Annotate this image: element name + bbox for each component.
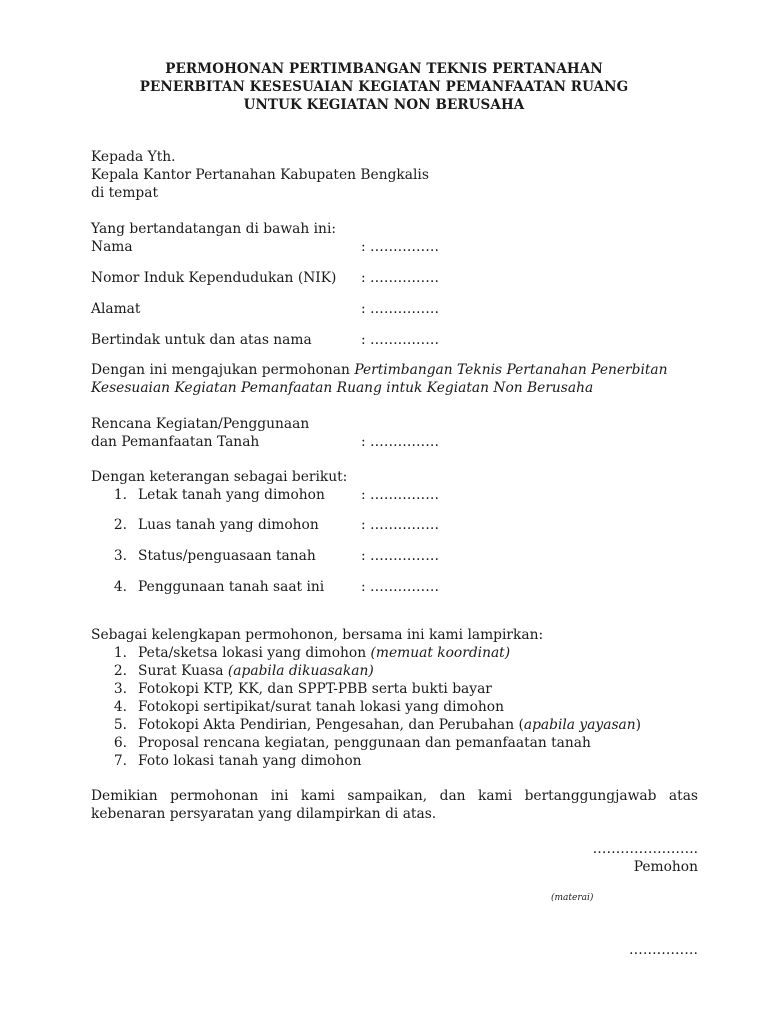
signature-place-date: ………………….. (592, 841, 698, 857)
request-line-2: Kesesuaian Kegiatan Pemanfaatan Ruang intuk Kegiatan Non Berusaha (91, 380, 594, 396)
attachment-number: 7. (113, 753, 127, 769)
field-label-nik: Nomor Induk Kependudukan (NIK) (91, 270, 337, 286)
closing-line-2: kebenaran persyaratan yang dilampirkan di atas. (91, 806, 437, 822)
closing-line-1: Demikian permohonan ini kami sampaikan, dan kami bertanggungjawab atas (91, 788, 698, 804)
field-label-nama: Nama (91, 239, 133, 255)
details-label-luas: Luas tanah yang dimohon (138, 517, 319, 533)
signer-intro: Yang bertandatangan di bawah ini: (91, 221, 337, 237)
details-label-status: Status/penguasaan tanah (138, 548, 316, 564)
details-value-letak: : …………… (361, 487, 440, 503)
plan-label-line-1: Rencana Kegiatan/Penggunaan (91, 416, 310, 432)
details-number: 1. (113, 487, 127, 503)
attachment-note: (memuat koordinat) (370, 645, 511, 661)
field-label-alamat: Alamat (91, 301, 141, 317)
attachments-intro: Sebagai kelengkapan permohonon, bersama ini kami lampirkan: (91, 627, 544, 643)
addressee-location: di tempat (91, 185, 159, 201)
plan-label-line-2: dan Pemanfaatan Tanah (91, 434, 260, 450)
details-number: 3. (113, 548, 127, 564)
attachment-item: Fotokopi sertipikat/surat tanah lokasi yang dimohon (138, 699, 504, 715)
attachment-item: Foto lokasi tanah yang dimohon (138, 753, 362, 769)
field-value-alamat: : …………… (361, 301, 440, 317)
attachment-close-paren: ) (635, 717, 642, 733)
attachment-text: Surat Kuasa (138, 663, 228, 679)
details-value-luas: : …………… (361, 517, 440, 533)
document-title-line-3: UNTUK KEGIATAN NON BERUSAHA (243, 97, 525, 113)
attachment-note: apabila yayasan (523, 717, 636, 733)
attachment-number: 1. (113, 645, 127, 661)
attachment-text: Peta/sketsa lokasi yang dimohon (138, 645, 371, 661)
details-label-penggunaan: Penggunaan tanah saat ini (138, 579, 325, 595)
attachment-item (138, 717, 641, 733)
attachment-number: 5. (113, 717, 127, 733)
attachment-text: Fotokopi Akta Pendirian, Pengesahan, dan Perubahan ( (138, 717, 524, 733)
signature-role: Pemohon (633, 859, 698, 875)
document-title-line-2: PENERBITAN KESESUAIAN KEGIATAN PEMANFAATAN RUANG (139, 79, 629, 95)
details-number: 2. (113, 517, 127, 533)
field-value-nama: : …………… (361, 239, 440, 255)
addressee-office: Kepala Kantor Pertanahan Kabupaten Bengkalis (91, 167, 429, 183)
attachment-item (138, 645, 510, 661)
signature-name: …………… (629, 942, 698, 958)
request-italic-1: Pertimbangan Teknis Pertanahan Penerbitan (354, 362, 668, 378)
document-title-line-1: PERMOHONAN PERTIMBANGAN TEKNIS PERTANAHAN (165, 61, 603, 77)
request-prefix: Dengan ini mengajukan permohonan (91, 362, 355, 378)
details-label-letak: Letak tanah yang dimohon (138, 487, 325, 503)
attachment-note: (apabila dikuasakan) (227, 663, 374, 679)
attachment-number: 2. (113, 663, 127, 679)
field-value-bertindak: : …………… (361, 332, 440, 348)
stamp-placeholder: (materai) (551, 893, 594, 903)
attachment-number: 3. (113, 681, 127, 697)
details-number: 4. (113, 579, 127, 595)
details-intro: Dengan keterangan sebagai berikut: (91, 469, 348, 485)
attachment-number: 4. (113, 699, 127, 715)
details-value-penggunaan: : …………… (361, 579, 440, 595)
field-value-nik: : …………… (361, 270, 440, 286)
details-value-status: : …………… (361, 548, 440, 564)
attachment-item (138, 663, 374, 679)
plan-value: : …………… (361, 434, 440, 450)
field-label-bertindak: Bertindak untuk dan atas nama (91, 332, 312, 348)
request-line-1 (91, 362, 668, 378)
attachment-item: Proposal rencana kegiatan, penggunaan dan pemanfaatan tanah (138, 735, 591, 751)
addressee-greeting: Kepada Yth. (91, 149, 176, 165)
attachment-number: 6. (113, 735, 127, 751)
attachment-item: Fotokopi KTP, KK, dan SPPT-PBB serta bukti bayar (138, 681, 492, 697)
